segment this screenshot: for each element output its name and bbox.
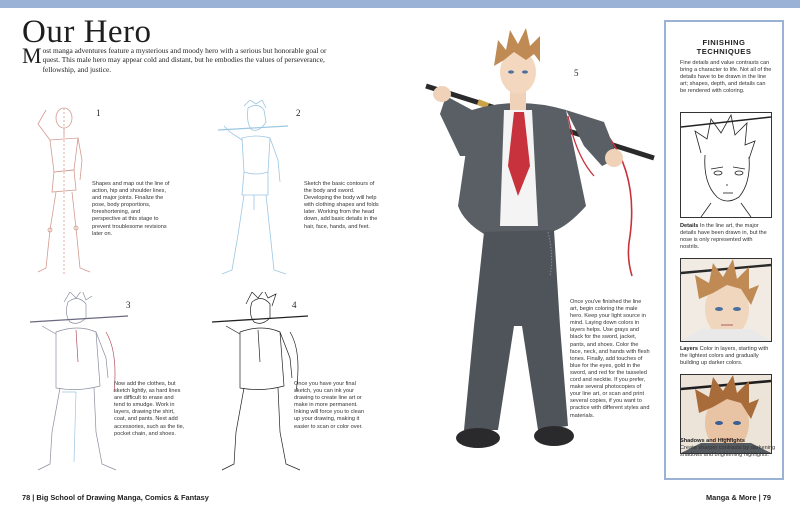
shadows-label: Shadows and Highlights [680, 438, 745, 444]
step1-number: 1 [96, 108, 101, 118]
layers-label: Layers [680, 346, 699, 352]
intro-text: ost manga adventures feature a mysterious and moody hero with a serious but honorable goal or quest. This male hero may appear cold and distant, but he embodies the values of perseverance, fellowship, and justice. [42, 46, 327, 74]
layers-text: Color in layers, starting with the lightest colors and gradually building up darker colors. [680, 346, 769, 367]
right-section-title: Manga & More [706, 493, 757, 502]
step2-figure-sketch [208, 100, 298, 280]
sidebar-title [666, 38, 782, 57]
details-lineart-image [680, 112, 772, 218]
step4-text: Once you have your final sketch, you can ink your drawing to create line art or make in more permanent. Inking will force you to clean up your drawing, making it easier to scan or color over. [294, 381, 364, 430]
sidebar-title-line1: FINISHING [702, 38, 746, 47]
footer-right: Manga & More | 79 [706, 493, 771, 502]
layers-color-image [680, 258, 772, 342]
step1-text: Shapes and map out the line of action, hip and shoulder lines, and major joints. Finalize the pose, body proportions, foreshortening, and perspective at this stage to prevent troublesome revisions later on. [92, 181, 170, 237]
intro-paragraph [22, 43, 342, 74]
step5-number: 5 [574, 68, 579, 78]
right-page-number: 79 [762, 493, 771, 502]
footer-left: 78 | Big School of Drawing Manga, Comics & Fantasy [22, 493, 209, 502]
sidebar-title-line2: TECHNIQUES [696, 47, 752, 57]
step2-text: Sketch the basic contours of the body and sword. Developing the body will help with clothing shapes and folds later. Working from the head down, add basic details in the hair, face, hands, and feet. [304, 181, 379, 230]
left-book-title: Big School of Drawing Manga, Comics & Fantasy [36, 493, 209, 502]
sidebar-intro: Fine details and value contrasts can bring a character to life. Not all of the details have to be drawn in the line art; shapes, depth, and details can be rendered with coloring. [680, 60, 772, 95]
step3-text: Now add the clothes, but sketch lightly, as hard lines are difficult to erase and tend to smudge. Work in layers, drawing the shirt, coat, and pants. Next add accessories, such as the tie, pocket chain, and shoes. [114, 381, 185, 437]
step4-number: 4 [292, 300, 297, 310]
page-title: Our Hero [22, 14, 152, 50]
details-label: Details [680, 223, 699, 229]
drop-cap: M [22, 43, 42, 68]
finishing-techniques-sidebar [664, 20, 784, 480]
layers-caption [680, 346, 772, 367]
step5-text: Once you've finished the line art, begin coloring the male hero. Keep your light source in mind. Laying down colors in layers helps. Use grays and black for the sword, jacket, pants, and shoes. Color the face, neck, and hands with flesh tones. Finally, add touches of blue for the eyes, gold in the sword, and red for the tasseled cord and necktie. If you prefer, make several photocopies of your line art, or scan and print several copies, if you want to practice with different styles and materials. [570, 299, 650, 419]
shadows-caption [680, 438, 780, 459]
left-page-number: 78 [22, 493, 31, 502]
step3-number: 3 [126, 300, 131, 310]
shadows-text: Create sharper contrasts by darkening shadows and brightening highlights. [680, 445, 776, 459]
top-accent-bar [0, 0, 800, 8]
details-caption [680, 223, 772, 251]
step1-figure-sketch [20, 100, 100, 280]
step2-number: 2 [296, 108, 301, 118]
details-text: In the line art, the major details have been drawn in, but the nose is only represented with nostrils. [680, 223, 767, 251]
